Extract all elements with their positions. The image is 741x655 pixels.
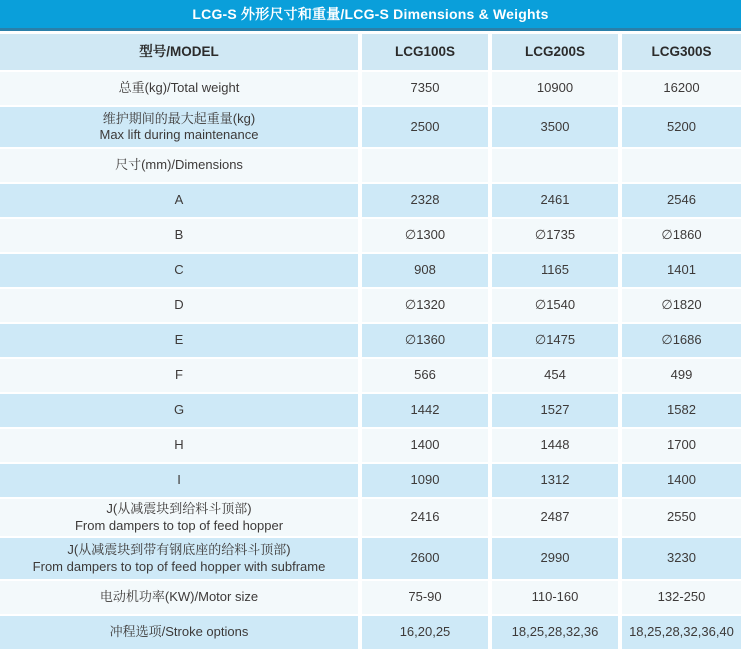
table-row	[0, 149, 741, 182]
table-row	[0, 538, 741, 579]
row-label	[0, 394, 358, 427]
cell-value: 2550	[622, 499, 741, 536]
row-label	[0, 581, 358, 614]
cell-value: ∅1860	[622, 219, 741, 252]
cell-value: 7350	[362, 72, 488, 105]
row-label-line2: From dampers to top of feed hopper	[74, 517, 284, 533]
table-row	[0, 184, 741, 217]
cell-value: 566	[362, 359, 488, 392]
cell-value: 1700	[622, 429, 741, 462]
cell-value	[622, 149, 741, 182]
column-header: LCG300S	[622, 34, 741, 70]
table-row	[0, 219, 741, 252]
cell-value: ∅1300	[362, 219, 488, 252]
row-label-line1: F	[175, 367, 183, 383]
cell-value: ∅1360	[362, 324, 488, 357]
cell-value	[492, 149, 618, 182]
cell-value: 2416	[362, 499, 488, 536]
cell-value: 2461	[492, 184, 618, 217]
cell-value: 1400	[622, 464, 741, 497]
table-row	[0, 289, 741, 322]
row-label-line1: 电动机功率(KW)/Motor size	[99, 589, 259, 605]
column-header: LCG100S	[362, 34, 488, 70]
table-row	[0, 107, 741, 147]
cell-value: 16,20,25	[362, 616, 488, 649]
cell-value: 16200	[622, 72, 741, 105]
table-row	[0, 324, 741, 357]
cell-value: 3500	[492, 107, 618, 147]
row-label-line2: Max lift during maintenance	[99, 127, 259, 142]
table-body	[0, 72, 741, 649]
cell-value: 75-90	[362, 581, 488, 614]
table-header-row	[0, 34, 741, 70]
cell-value: 1448	[492, 429, 618, 462]
cell-value: ∅1686	[622, 324, 741, 357]
row-label-line1: J(从减震块到给料斗顶部)	[106, 501, 252, 517]
row-label-line1: C	[174, 262, 184, 278]
cell-value: 2990	[492, 538, 618, 579]
row-label-line1: D	[174, 297, 184, 313]
row-label	[0, 499, 358, 536]
row-label	[0, 616, 358, 649]
row-label	[0, 324, 358, 357]
cell-value: ∅1320	[362, 289, 488, 322]
table-row	[0, 581, 741, 614]
cell-value: 1401	[622, 254, 741, 287]
cell-value: 1400	[362, 429, 488, 462]
cell-value: 110-160	[492, 581, 618, 614]
cell-value: 18,25,28,32,36	[492, 616, 618, 649]
cell-value: 1442	[362, 394, 488, 427]
row-label	[0, 429, 358, 462]
row-label	[0, 359, 358, 392]
row-label-line1: 冲程选项/Stroke options	[109, 624, 249, 640]
cell-value: ∅1540	[492, 289, 618, 322]
row-label	[0, 149, 358, 182]
table-title: LCG-S 外形尺寸和重量/LCG-S Dimensions & Weights	[192, 6, 549, 22]
row-label-line1: 总重(kg)/Total weight	[118, 80, 240, 96]
cell-value: 2500	[362, 107, 488, 147]
row-label-line1: I	[177, 472, 181, 488]
cell-value: 2487	[492, 499, 618, 536]
cell-value: ∅1820	[622, 289, 741, 322]
cell-value: 1527	[492, 394, 618, 427]
row-label	[0, 538, 358, 579]
cell-value: 10900	[492, 72, 618, 105]
table-row	[0, 616, 741, 649]
cell-value: ∅1735	[492, 219, 618, 252]
cell-value: 2600	[362, 538, 488, 579]
row-label	[0, 107, 358, 147]
cell-value: 1165	[492, 254, 618, 287]
cell-value: 18,25,28,32,36,40	[622, 616, 741, 649]
cell-value: 499	[622, 359, 741, 392]
table-row	[0, 254, 741, 287]
row-label	[0, 464, 358, 497]
row-label-line1: H	[174, 437, 184, 453]
row-label	[0, 254, 358, 287]
row-label-line2: From dampers to top of feed hopper with subframe	[32, 558, 326, 574]
row-label-line1: 尺寸(mm)/Dimensions	[115, 157, 243, 173]
row-label	[0, 289, 358, 322]
table-row	[0, 394, 741, 427]
row-label	[0, 72, 358, 105]
cell-value: 454	[492, 359, 618, 392]
table-row	[0, 464, 741, 497]
cell-value: 5200	[622, 107, 741, 147]
cell-value: 1582	[622, 394, 741, 427]
row-label	[0, 219, 358, 252]
table-row	[0, 499, 741, 536]
table-row	[0, 429, 741, 462]
row-label-line1: 维护期间的最大起重量(kg)	[102, 110, 256, 126]
row-label-line1: A	[174, 192, 184, 208]
row-label-line1: G	[173, 402, 185, 418]
table-row	[0, 359, 741, 392]
cell-value	[362, 149, 488, 182]
column-header: LCG200S	[492, 34, 618, 70]
cell-value: 1312	[492, 464, 618, 497]
cell-value: 2328	[362, 184, 488, 217]
table-row	[0, 72, 741, 105]
cell-value: 2546	[622, 184, 741, 217]
cell-value: 3230	[622, 538, 741, 579]
row-label	[0, 184, 358, 217]
row-label-line1: J(从减震块到带有钢底座的给料斗顶部)	[67, 542, 291, 558]
cell-value: ∅1475	[492, 324, 618, 357]
table-title-bar	[0, 0, 741, 31]
row-label-line1: E	[174, 332, 184, 348]
cell-value: 908	[362, 254, 488, 287]
cell-value: 1090	[362, 464, 488, 497]
row-label-line1: B	[174, 227, 184, 243]
cell-value: 132-250	[622, 581, 741, 614]
column-header-model: 型号/MODEL	[0, 34, 358, 70]
